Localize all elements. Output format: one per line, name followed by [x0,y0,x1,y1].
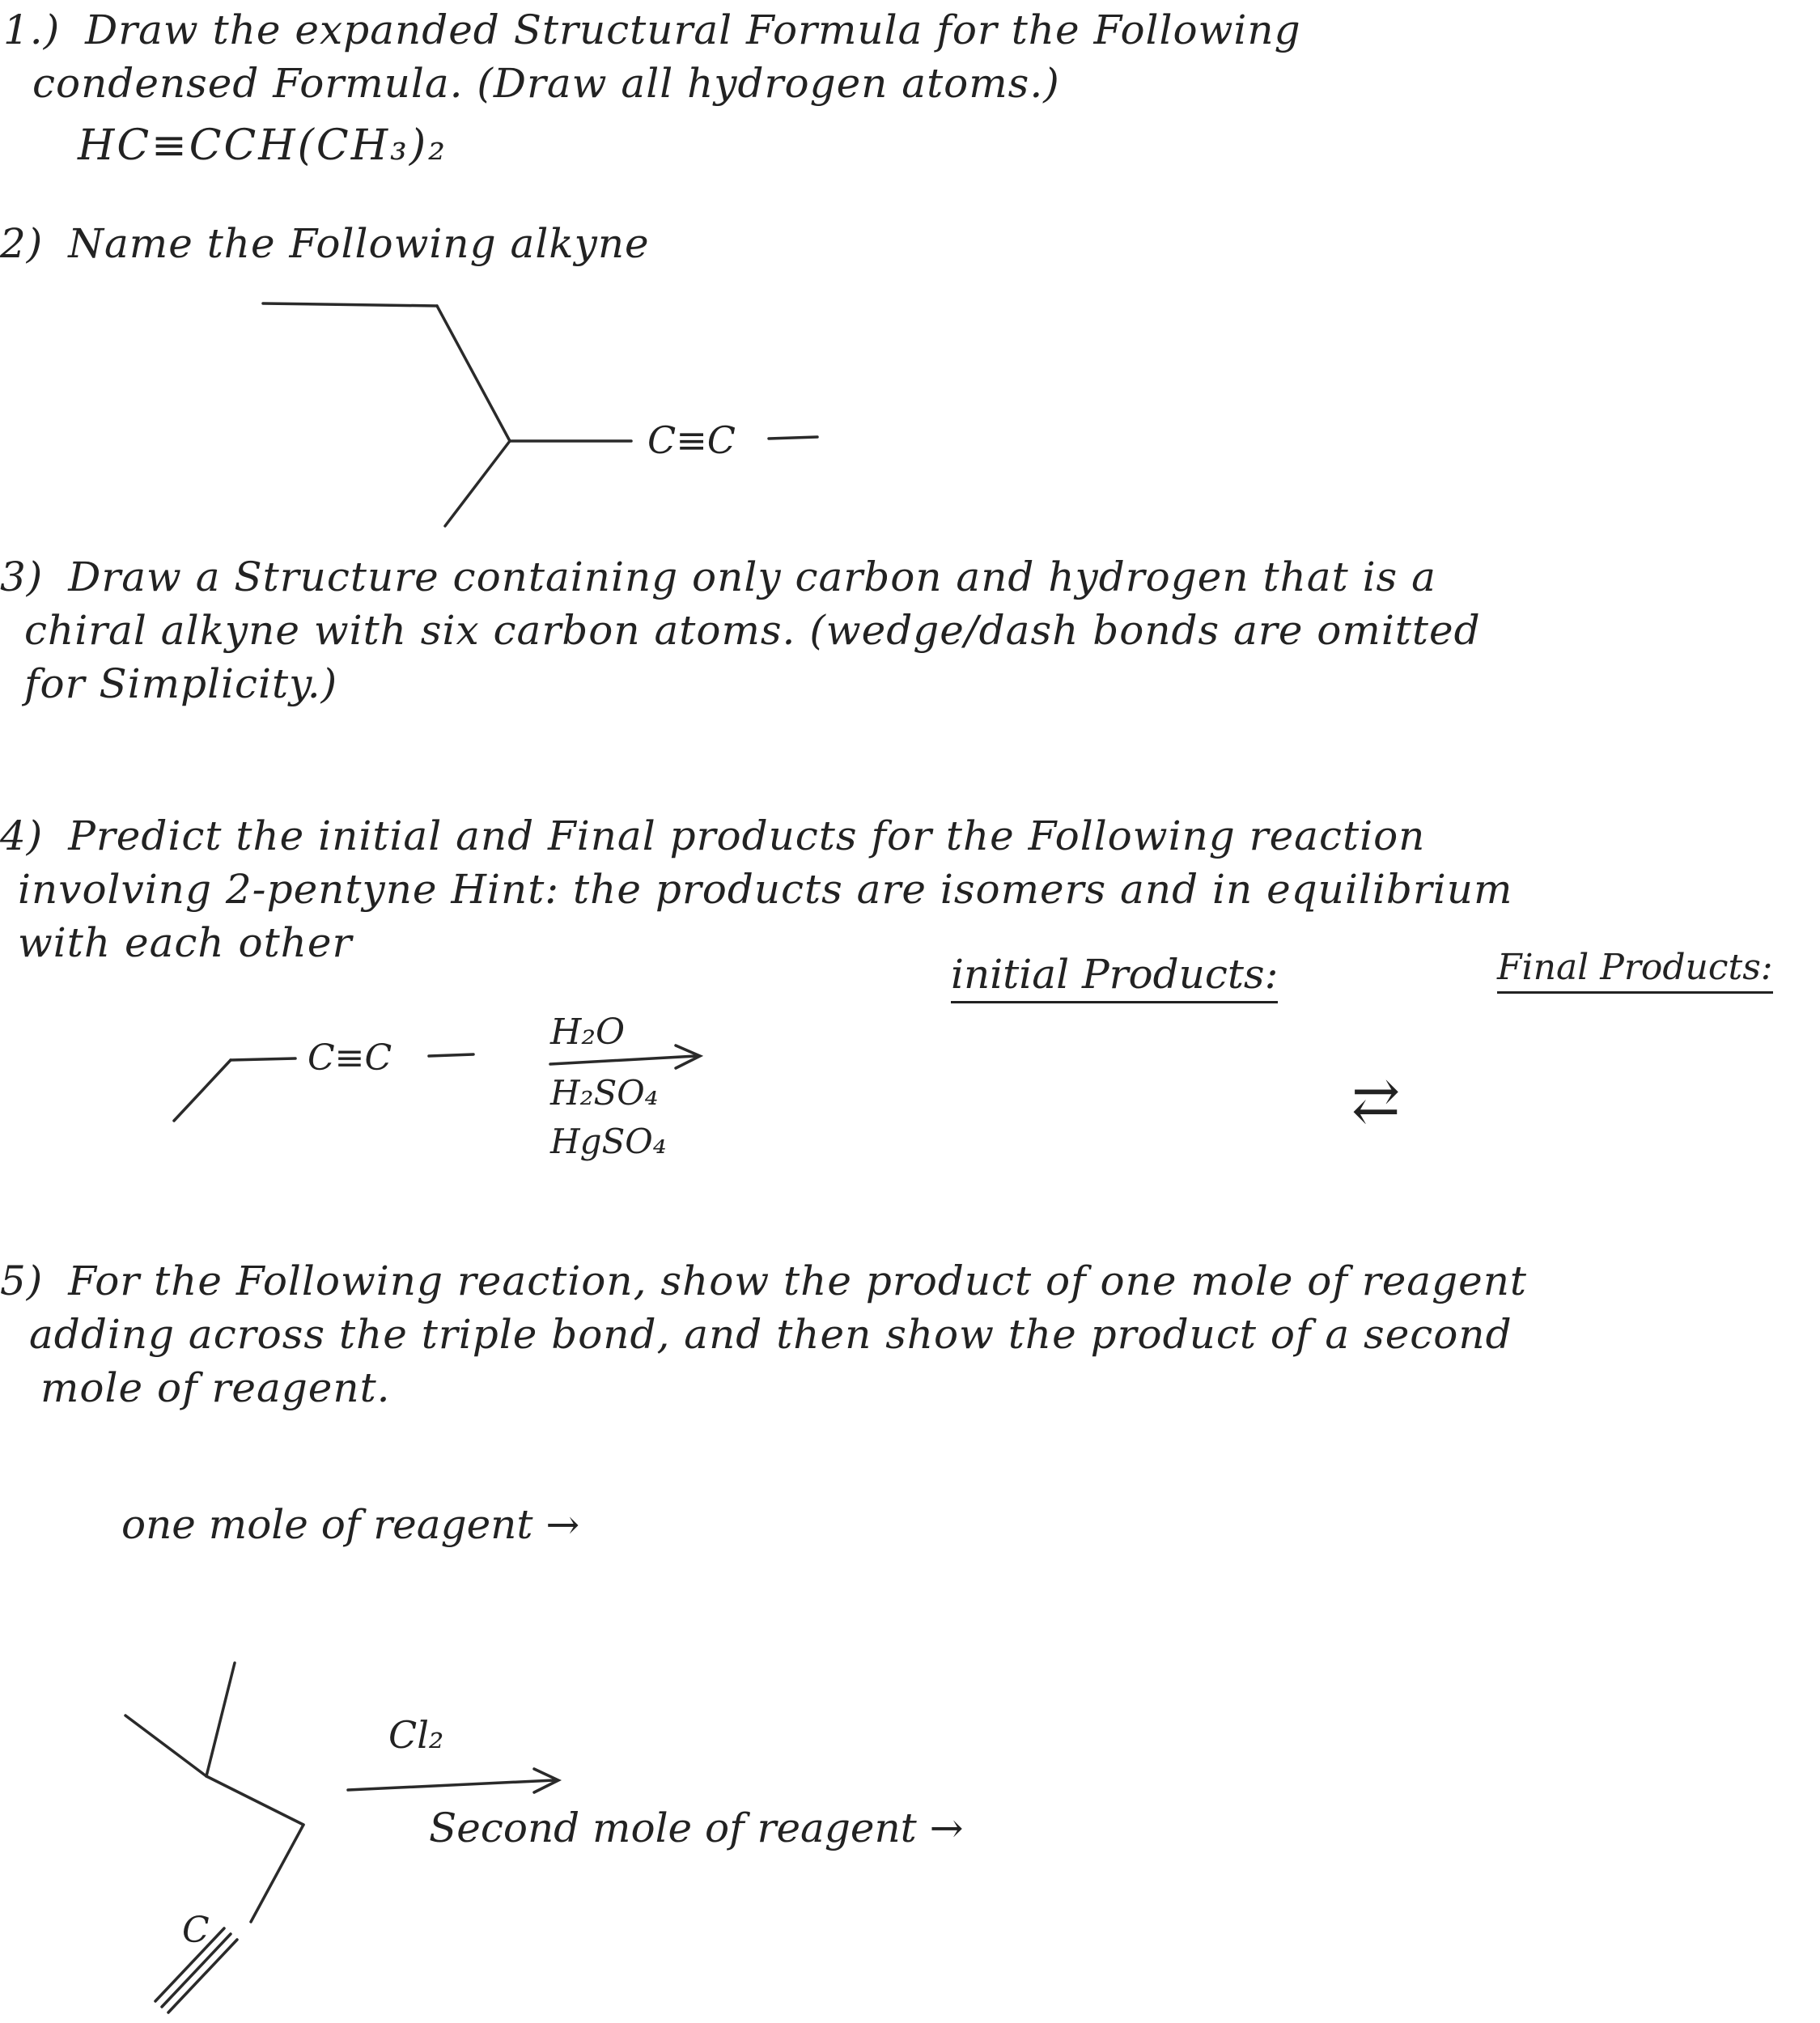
bond-line [445,441,510,526]
question-5-number: 5) [0,1257,44,1304]
question-4-reaction-arrow [549,1012,700,1161]
question-5-text-line3: mole of reagent. [40,1364,391,1411]
question-4-text-line2: involving 2-pentyne Hint: the products are isomers and in equilibrium [18,866,1513,913]
question-5-alkyne-structure [125,1663,303,2012]
reagent-mercury-sulfate: HgSO₄ [550,1122,667,1161]
question-2-alkyne-label: C≡C [647,418,736,462]
second-mole-label: Second mole of reagent → [429,1805,964,1851]
bond-line [263,303,437,306]
question-4-text-line3: with each other [18,919,353,966]
question-5-carbon-label: C [182,1910,210,1951]
bond-line [429,1054,473,1056]
reagent-sulfuric-acid: H₂SO₄ [550,1073,659,1113]
question-5-text-line2: adding across the triple bond, and then show the product of a second [29,1311,1512,1358]
question-5-text-line1: For the Following reaction, show the product of one mole of reagent [68,1257,1528,1304]
question-1-formula: HC≡CCH(CH₃)₂ [78,121,448,170]
bond-line [206,1776,303,1825]
question-1-number: 1.) [3,6,61,53]
bond-line [437,306,510,441]
question-2-text: Name the Following alkyne [68,220,650,267]
bond-line [769,437,817,439]
question-1-text-line1: Draw the expanded Structural Formula for the Following [85,6,1301,53]
question-3-text-line1: Draw a Structure containing only carbon and hydrogen that is a [68,553,1436,600]
question-3-text-line2: chiral alkyne with six carbon atoms. (wedge/dash bonds are omitted [24,607,1481,654]
equilibrium-icon: ⇄ [1351,1067,1401,1134]
question-4-pentyne-structure [174,1037,473,1121]
question-2-number: 2) [0,220,44,267]
reagent-water: H₂O [550,1012,626,1053]
question-5-reaction-arrow [348,1713,558,1792]
arrow-shaft [550,1056,696,1064]
bond-line [231,1058,295,1060]
arrow-shaft [348,1780,554,1790]
question-4-text-line1: Predict the initial and Final products for the Following reaction [68,812,1426,859]
bond-line [251,1825,303,1922]
bond-line [206,1663,235,1776]
initial-products-label: initial Products: [951,951,1278,1003]
question-1-text-line2: condensed Formula. (Draw all hydrogen atoms.) [32,60,1060,107]
question-4-number: 4) [0,812,44,859]
reagent-chlorine: Cl₂ [388,1713,444,1757]
question-4-alkyne-label: C≡C [308,1037,392,1079]
bond-line [174,1060,231,1121]
one-mole-label: one mole of reagent → [121,1501,580,1548]
question-3-number: 3) [0,553,44,600]
question-3-text-line3: for Simplicity.) [24,660,338,707]
question-2-alkyne-structure [263,303,817,526]
final-products-label: Final Products: [1497,947,1773,994]
bond-line [125,1716,206,1776]
